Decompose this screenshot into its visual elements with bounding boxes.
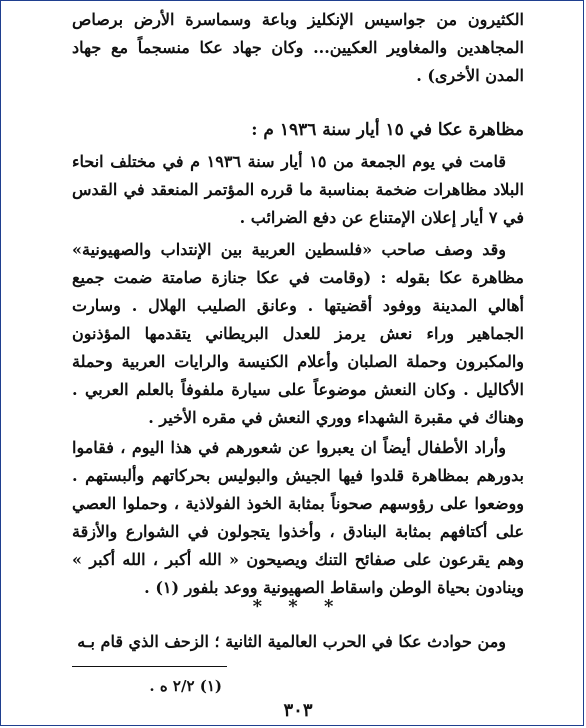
paragraph-children: وأراد الأطفال أيضاً ان يعبروا عن شعورهم في هذا اليوم ، فقاموا بدورهم بمظاهرة قلدوا فيها الجيش والبوليس بحركاتهم وألبستهم . ووضعوا على رؤوسهم صحوناً بمثابة الخوذ الفولاذية ، وحملوا العصي على أكتافهم بمثابة البنادق ، وأخذوا يتجولون في الشوارع والأزقة وهم يقرعون على صفائح التنك ويصيحون « الله أكبر ، الله أكبر » وينادون بحياة الوطن واسقاط الصهيونية ووعد بلفور (١) . xyxy=(72,438,525,597)
paragraph-world-war: ومن حوادث عكا في الحرب العالمية الثانية ؛ الزحف الذي قام بـه xyxy=(77,632,506,651)
paragraph-demonstrations: قامت في يوم الجمعة من ١٥ أيار سنة ١٩٣٦ م في مختلف انحاء البلاد مظاهرات ضخمة بمناسبة ما قرره المؤتمر المنعقد في القدس في ٧ أيار إعلان الإمتناع عن دفع الضرائب . xyxy=(72,152,524,227)
footnote-rule xyxy=(72,666,227,667)
section-heading: مظاهرة عكا في ١٥ أيار سنة ١٩٣٦ م : xyxy=(251,120,524,140)
section-separator: * * * xyxy=(252,596,344,617)
document-page xyxy=(72,0,524,728)
page-number: ٣٠٣ xyxy=(283,700,313,721)
footnote: (١) ٢/٢ ه . xyxy=(149,677,222,695)
paragraph-description-quote: وقد وصف صاحب «فلسطين العربية بين الإنتداب والصهيونية» مظاهرة عكا بقوله : (وقامت في عكا جنازة صامتة ضمت جميع أهالي المدينة ووفود أقضيتها . وعانق الصليب الهلال . وسارت الجماهير وراء نعش يرمز للعدل البريطاني يتقدمها المؤذنون والمكبرون وحملة الصلبان وأعلام الكنيسة والرايات العربية وحملة الأكاليل . وكان النعش موضوعاً على سيارة ملفوفاً بالعلم العربي . وهناك في مقبرة الشهداء ووري النعش في مقره الأخير . xyxy=(72,240,524,427)
paragraph-continuation: الكثيرون من جواسيس الإنكليز وباعة وسماسرة الأرض برصاص المجاهدين والمغاوير العكيين... وكان جهاد عكا منسجماً مع جهاد المدن الأخرى) . xyxy=(72,10,524,85)
